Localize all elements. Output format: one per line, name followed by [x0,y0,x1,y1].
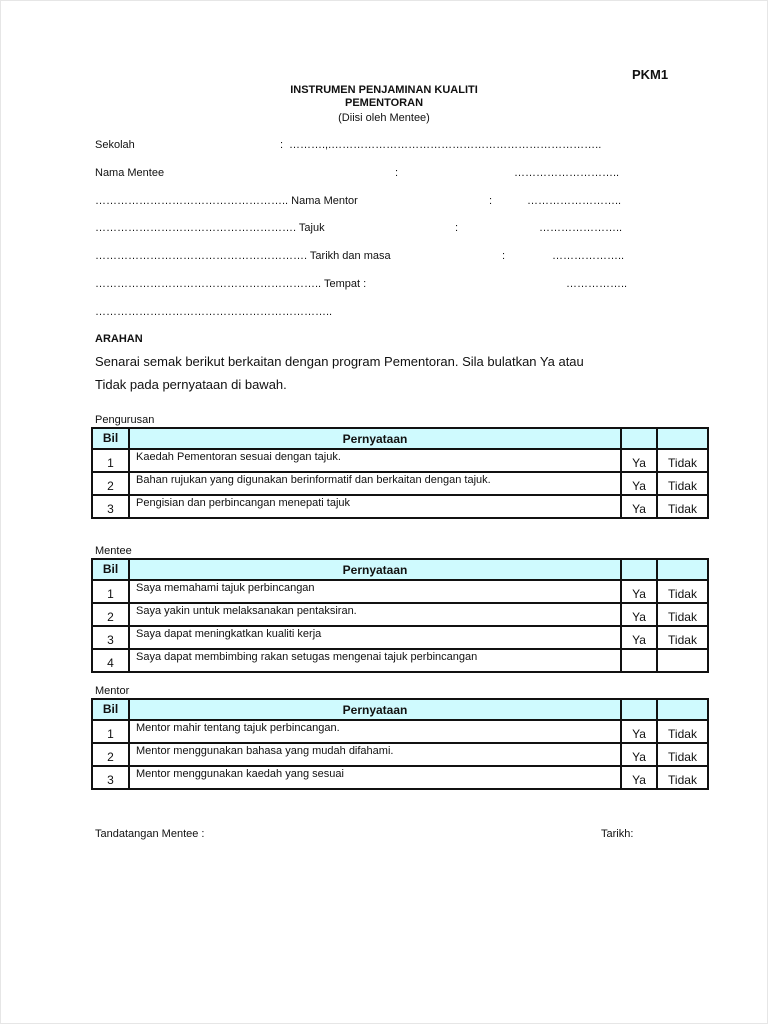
ya-option[interactable]: Ya [621,580,657,603]
col-pernyataan-header: Pernyataan [129,559,621,580]
table-row [92,580,708,603]
col-pernyataan-header: Pernyataan [129,428,621,449]
ya-option[interactable] [621,649,657,672]
tempat-row[interactable]: …………………………………………………….. Tempat : [95,278,367,290]
tidak-option[interactable] [657,649,708,672]
tidak-option[interactable]: Tidak [657,626,708,649]
row-statement: Saya memahami tajuk perbincangan [129,580,621,603]
row-statement: Saya dapat meningkatkan kualiti kerja [129,626,621,649]
tajuk-row[interactable]: ………………………………………………. Tajuk [95,222,325,234]
ya-option[interactable]: Ya [621,472,657,495]
pengurusan-table [91,427,709,519]
row-statement: Mentor menggunakan bahasa yang mudah difahami. [129,743,621,766]
nama-mentee-field[interactable]: ……………………….. [514,167,620,179]
tarikh-masa-colon: : [502,250,506,262]
tidak-option[interactable]: Tidak [657,743,708,766]
table-row [92,449,708,472]
table-row [92,743,708,766]
tidak-option[interactable]: Tidak [657,449,708,472]
ya-option[interactable]: Ya [621,720,657,743]
row-number: 3 [92,766,129,789]
row-statement: Kaedah Pementoran sesuai dengan tajuk. [129,449,621,472]
col-ya-header [621,428,657,449]
row-number: 2 [92,603,129,626]
tidak-option[interactable]: Tidak [657,766,708,789]
tidak-option[interactable]: Tidak [657,603,708,626]
col-tidak-header [657,559,708,580]
row-statement: Mentor menggunakan kaedah yang sesuai [129,766,621,789]
col-ya-header [621,699,657,720]
nama-mentee-colon: : [395,167,399,179]
table-row [92,626,708,649]
table-row [92,720,708,743]
tajuk-field[interactable]: ………………….. [539,222,623,234]
arahan-line1: Senarai semak berikut berkaitan dengan program Pementoran. Sila bulatkan Ya atau [95,354,584,369]
row-number: 2 [92,743,129,766]
tajuk-colon: : [455,222,459,234]
form-subtitle: (Diisi oleh Mentee) [338,112,430,124]
sekolah-label: Sekolah [95,139,135,151]
col-pernyataan-header: Pernyataan [129,699,621,720]
tidak-option[interactable]: Tidak [657,720,708,743]
row-number: 3 [92,495,129,518]
nama-mentor-field[interactable]: …………………….. [527,195,622,207]
col-ya-header [621,559,657,580]
row-number: 1 [92,720,129,743]
tarikh-masa-field[interactable]: ……………….. [552,250,625,262]
ya-option[interactable]: Ya [621,766,657,789]
table-row [92,649,708,672]
tarikh-masa-row[interactable]: …………………………………………………. Tarikh dan masa [95,250,391,262]
ya-option[interactable]: Ya [621,743,657,766]
col-bil-header: Bil [92,559,129,580]
form-title-line2: PEMENTORAN [344,97,424,109]
pengurusan-label: Pengurusan [95,414,155,426]
row-number: 1 [92,580,129,603]
ya-option[interactable]: Ya [621,495,657,518]
tempat-field[interactable]: …………….. [566,278,628,290]
row-number: 1 [92,449,129,472]
tarikh-label: Tarikh: [601,828,634,840]
ya-option[interactable]: Ya [621,626,657,649]
row-number: 4 [92,649,129,672]
extra-row[interactable]: ……………………………………………………….. [95,306,333,318]
arahan-line2: Tidak pada pernyataan di bawah. [95,377,287,392]
sekolah-field[interactable]: ……….,.……………………………………………………………….. [289,139,602,151]
ya-option[interactable]: Ya [621,449,657,472]
row-number: 2 [92,472,129,495]
row-statement: Pengisian dan perbincangan menepati tajuk [129,495,621,518]
form-title: INSTRUMEN PENJAMINAN KUALITI [290,84,478,96]
table-row [92,495,708,518]
mentee-table [91,558,709,673]
form-code: PKM1 [632,67,669,82]
mentee-signature-label: Tandatangan Mentee : [95,828,205,840]
table-row [92,472,708,495]
mentor-label: Mentor [95,685,130,697]
row-number: 3 [92,626,129,649]
nama-mentor-colon: : [489,195,493,207]
mentee-label: Mentee [95,545,132,557]
arahan-heading: ARAHAN [95,333,143,345]
row-statement: Mentor mahir tentang tajuk perbincangan. [129,720,621,743]
col-bil-header: Bil [92,699,129,720]
row-statement: Bahan rujukan yang digunakan berinformatif dan berkaitan dengan tajuk. [129,472,621,495]
nama-mentee-label: Nama Mentee [95,167,165,179]
tidak-option[interactable]: Tidak [657,472,708,495]
sekolah-colon: : [280,139,284,151]
nama-mentor-row[interactable]: …………………………………………….. Nama Mentor [95,195,358,207]
tidak-option[interactable]: Tidak [657,495,708,518]
mentor-table [91,698,709,790]
table-row [92,766,708,789]
row-statement: Saya yakin untuk melaksanakan pentaksiran. [129,603,621,626]
ya-option[interactable]: Ya [621,603,657,626]
col-tidak-header [657,699,708,720]
col-bil-header: Bil [92,428,129,449]
table-row [92,603,708,626]
col-tidak-header [657,428,708,449]
tidak-option[interactable]: Tidak [657,580,708,603]
row-statement: Saya dapat membimbing rakan setugas mengenai tajuk perbincangan [129,649,621,672]
